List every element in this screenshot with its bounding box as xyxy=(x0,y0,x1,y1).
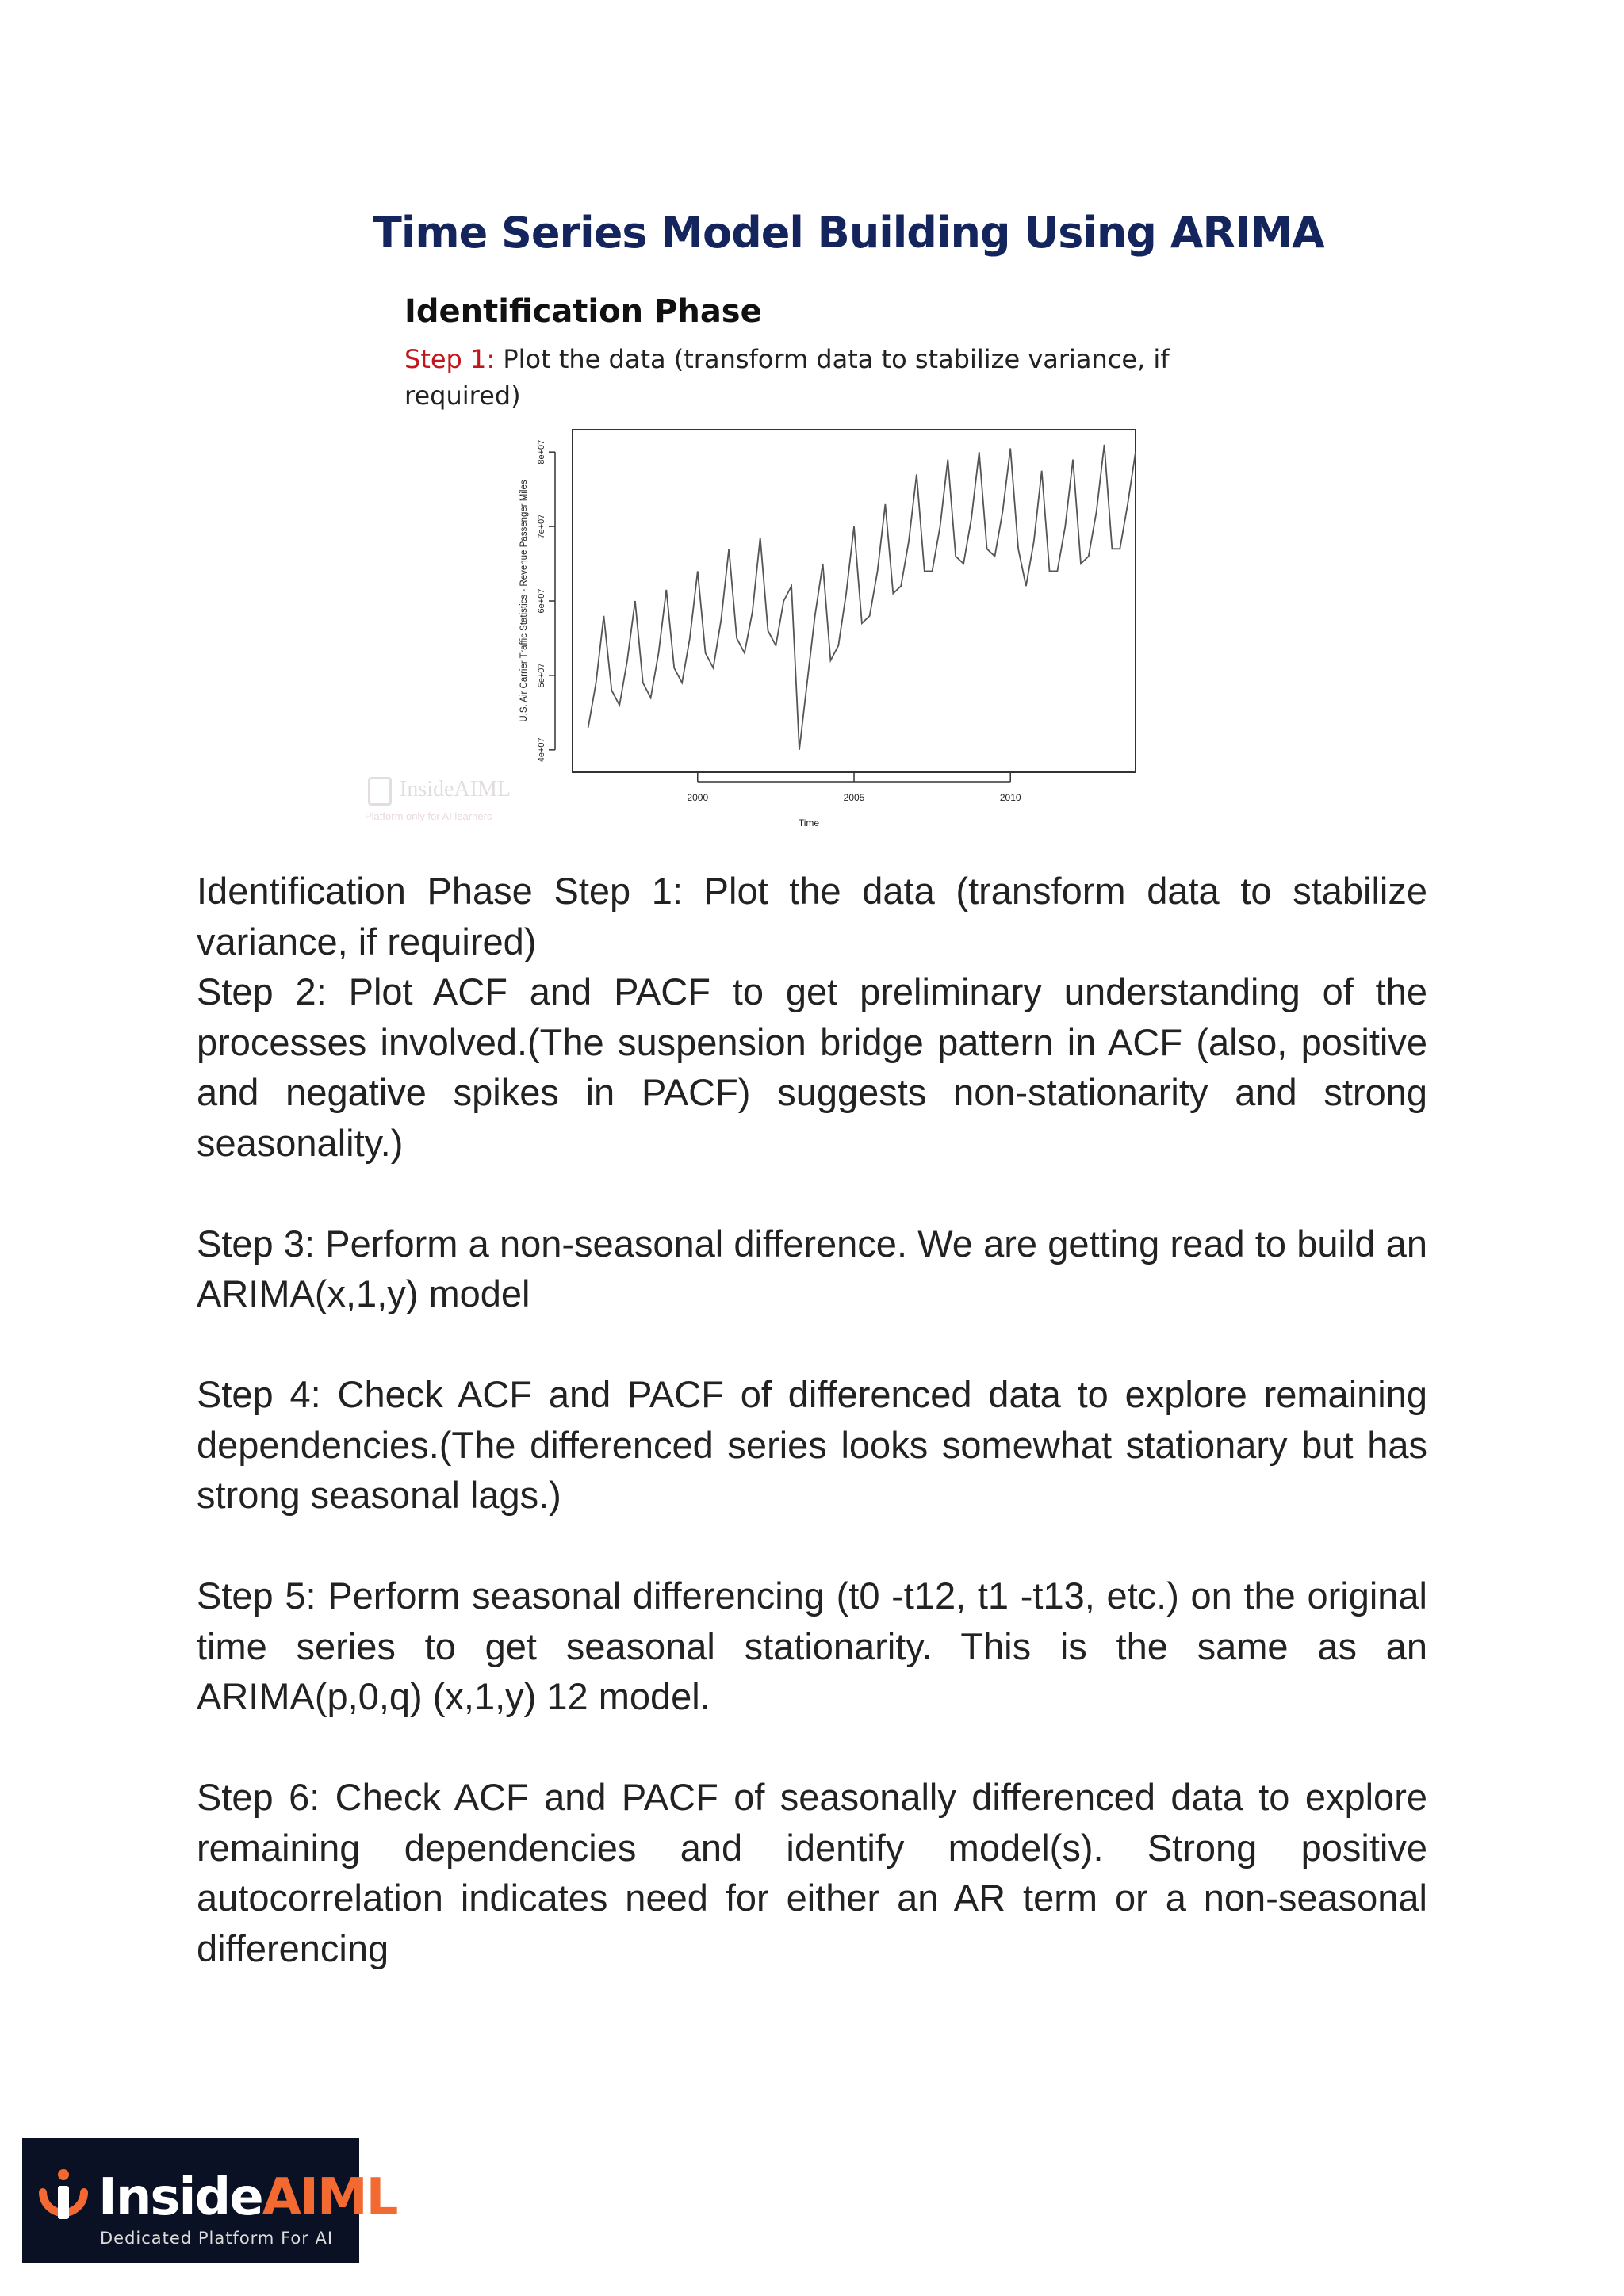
x-tick-label: 2010 xyxy=(999,792,1021,803)
watermark-tagline: Platform only for AI learners xyxy=(365,810,492,822)
logo-name-inside: Inside xyxy=(98,2168,262,2227)
paragraph-step-3: Step 3: Perform a non-seasonal difference. We are getting read to build an ARIMA(x,1,y) model xyxy=(197,1222,1427,1314)
y-axis-label: U.S. Air Carrier Traffic Statistics - Revenue Passenger Miles xyxy=(519,480,529,722)
x-tick-label: 2005 xyxy=(843,792,865,803)
plot-frame xyxy=(573,430,1136,772)
paragraph-step-2: Step 2: Plot ACF and PACF to get preliminary understanding of the processes involved.(The suspension bridge pattern in ACF (also, positive and negative spikes in PACF) suggests non-stationarity and strong seasonality.) xyxy=(197,970,1427,1164)
slide-step-line xyxy=(404,341,1197,414)
slide-image xyxy=(365,182,1324,840)
y-tick-label: 8e+07 xyxy=(537,439,546,465)
insideaiml-logo xyxy=(22,2138,397,2263)
step-label: Step 1: xyxy=(404,344,496,374)
logo-name xyxy=(98,2168,396,2227)
watermark xyxy=(365,777,555,832)
x-tick-label: 2000 xyxy=(687,792,709,803)
logo-mark-icon xyxy=(35,2168,92,2233)
phase-heading: Identification Phase xyxy=(404,293,762,330)
y-tick-label: 6e+07 xyxy=(537,588,546,614)
watermark-name: InsideAIML xyxy=(400,777,511,802)
time-series-plot xyxy=(515,420,1150,840)
logo-tagline: Dedicated Platform For AI xyxy=(100,2229,334,2248)
paragraph-step-4: Step 4: Check ACF and PACF of differenced data to explore remaining dependencies.(The differenced series looks somewhat stationary but has strong seasonal lags.) xyxy=(197,1373,1427,1516)
body-text xyxy=(197,866,1427,1973)
y-tick-label: 7e+07 xyxy=(537,514,546,539)
logo-name-aiml: AIML xyxy=(262,2168,397,2227)
slide-title: Time Series Model Building Using ARIMA xyxy=(373,208,1324,258)
step-text: Plot the data (transform data to stabilize variance, if required) xyxy=(404,344,1170,411)
y-tick-label: 5e+07 xyxy=(537,663,546,688)
paragraph-step-5: Step 5: Perform seasonal differencing (t0 -t12, t1 -t13, etc.) on the original time series to get seasonal stationarity. This is the same as an ARIMA(p,0,q) (x,1,y) 12 model. xyxy=(197,1575,1427,1717)
x-axis-label: Time xyxy=(798,817,820,828)
y-tick-label: 4e+07 xyxy=(537,737,546,763)
series-line xyxy=(588,445,1136,750)
watermark-icon xyxy=(368,777,392,806)
paragraph-step-1: Identification Phase Step 1: Plot the data (transform data to stabilize variance, if required) xyxy=(197,870,1427,962)
paragraph-step-6: Step 6: Check ACF and PACF of seasonally differenced data to explore remaining dependencies and identify model(s). Strong positive autocorrelation indicates need for either an AR term or a non-seasonal differencing xyxy=(197,1776,1427,1969)
